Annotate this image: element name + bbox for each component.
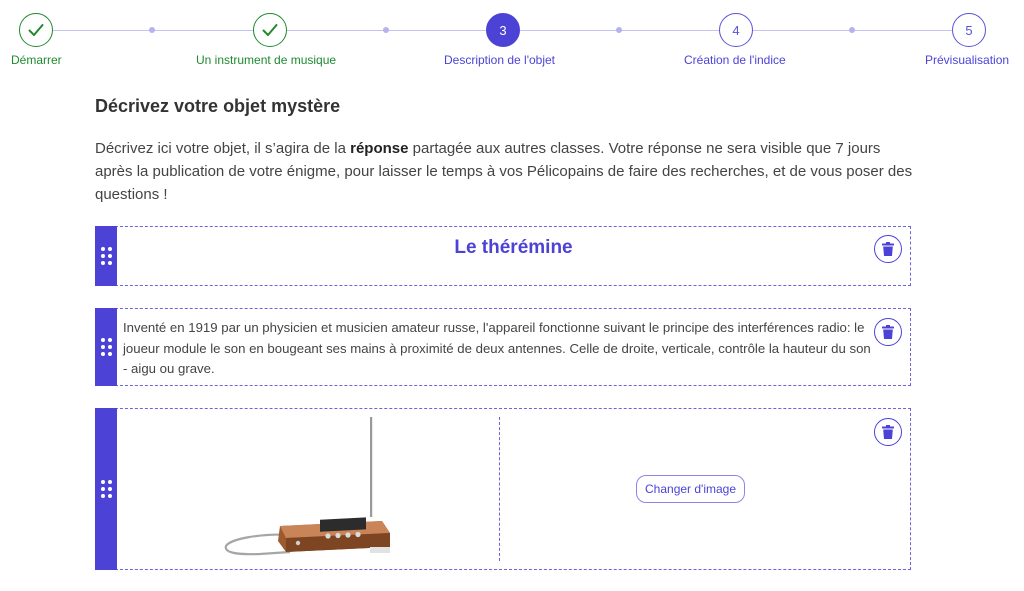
- drag-handle-icon: [101, 480, 112, 498]
- intro-text-start: Décrivez ici votre objet, il s’agira de la: [95, 140, 351, 157]
- trash-icon: [882, 425, 894, 439]
- column-divider: [499, 417, 500, 561]
- image-block[interactable]: [95, 408, 911, 570]
- step-5-circle[interactable]: [952, 13, 986, 47]
- stepper-dot: [616, 27, 622, 33]
- stepper-dot: [849, 27, 855, 33]
- step-1-circle[interactable]: [19, 13, 53, 47]
- object-description[interactable]: Inventé en 1919 par un physicien et musicien amateur russe, l'appareil fonctionne suivant le principe des interférences radio: le joueur module le son en bougeant ses mains à proximité de deux antennes. Celle de droite, verticale, contrôle la hauteur du son - aigu ou grave.: [123, 320, 871, 376]
- step-3-number: 3: [499, 22, 507, 38]
- step-5-label[interactable]: Prévisualisation: [925, 53, 1010, 67]
- delete-description-button[interactable]: [874, 318, 902, 346]
- progress-stepper: [0, 0, 1024, 80]
- step-5-number: 5: [965, 22, 973, 38]
- drag-handle[interactable]: [95, 308, 117, 386]
- theremin-image: [220, 415, 395, 565]
- step-4-label[interactable]: Création de l'indice: [684, 53, 786, 67]
- step-3-circle[interactable]: [486, 13, 520, 47]
- step-2-label[interactable]: Un instrument de musique: [196, 53, 337, 67]
- step-4-number: 4: [732, 22, 740, 38]
- page-title: Décrivez votre objet mystère: [95, 96, 341, 116]
- description-block[interactable]: [95, 308, 911, 386]
- object-title[interactable]: Le thérémine: [454, 237, 573, 258]
- drag-handle-icon: [101, 247, 112, 265]
- change-image-button[interactable]: Changer d'image: [636, 475, 745, 503]
- title-block[interactable]: [95, 226, 911, 286]
- step-4-circle[interactable]: [719, 13, 753, 47]
- step-2-circle[interactable]: [253, 13, 287, 47]
- intro-text: [95, 137, 915, 206]
- drag-handle-icon: [101, 338, 112, 356]
- step-3-label[interactable]: Description de l'objet: [444, 53, 556, 67]
- check-icon: [262, 23, 278, 37]
- drag-handle[interactable]: [95, 408, 117, 570]
- intro-text-end: partagée aux autres classes. Votre réponse ne sera visible que 7 jours après la publication de votre énigme, pour laisser le temps à vos Pélicopains de faire des recherches, et de vous poser des questions !: [95, 140, 913, 203]
- drag-handle[interactable]: [95, 226, 117, 286]
- delete-title-button[interactable]: [874, 235, 902, 263]
- delete-image-button[interactable]: [874, 418, 902, 446]
- check-icon: [28, 23, 44, 37]
- stepper-dot: [383, 27, 389, 33]
- stepper-connector: [52, 30, 268, 31]
- step-1-label[interactable]: Démarrer: [11, 53, 62, 67]
- intro-text-bold: réponse: [350, 140, 409, 157]
- stepper-dot: [149, 27, 155, 33]
- trash-icon: [882, 242, 894, 256]
- trash-icon: [882, 325, 894, 339]
